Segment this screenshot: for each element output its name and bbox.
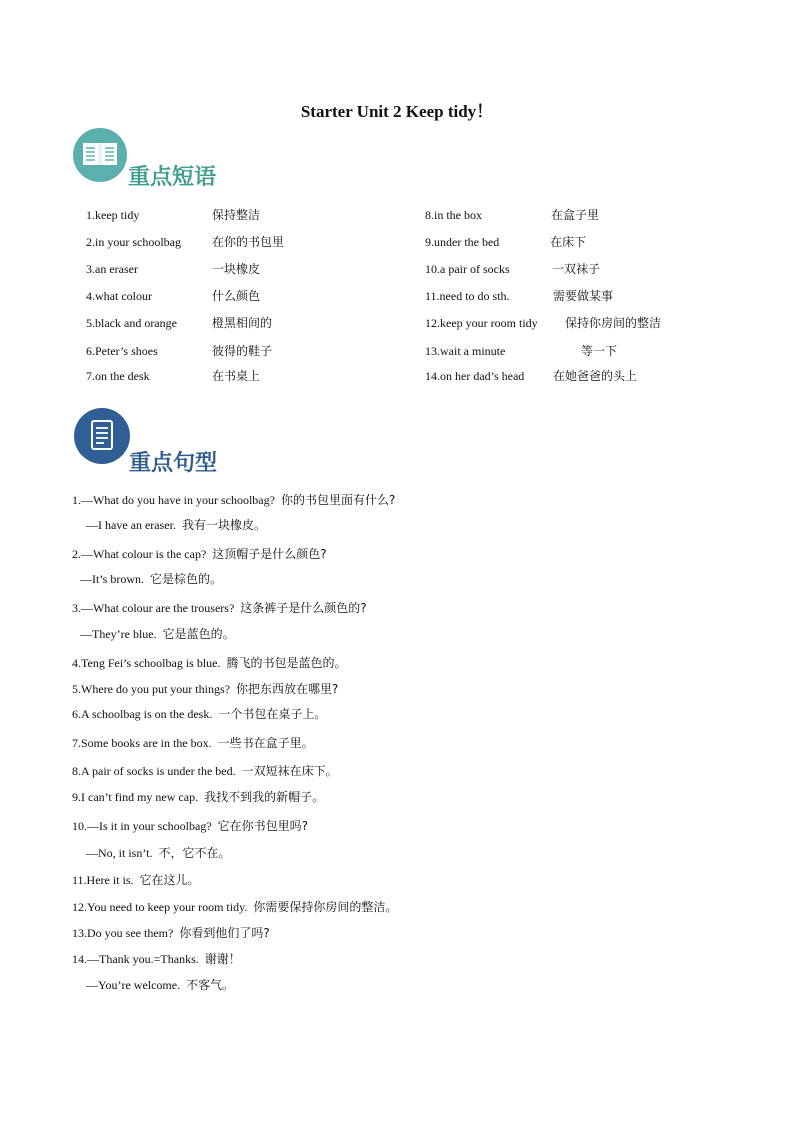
sentence-chinese: 它是棕色的。 — [150, 572, 223, 586]
phrase-item — [425, 235, 685, 251]
phrase-english: 7.on the desk — [86, 369, 150, 383]
phrase-english: 3.an eraser — [86, 262, 138, 276]
phrase-english: 14.on her dad’s head — [425, 369, 525, 383]
sentence-item — [72, 790, 324, 804]
sentence-item — [72, 926, 270, 940]
sentence-english: —You’re welcome. — [86, 978, 181, 992]
phrase-item — [86, 289, 346, 305]
phrase-item — [425, 262, 685, 278]
phrase-english: 13.wait a minute — [425, 344, 506, 358]
phrase-english: 5.black and orange — [86, 316, 177, 330]
phrase-item — [86, 316, 346, 332]
phrase-english: 12.keep your room tidy — [425, 316, 538, 330]
sentence-english: 2.—What colour is the cap? — [72, 547, 207, 561]
sentence-chinese: 你需要保持你房间的整洁。 — [253, 900, 398, 914]
sentence-chinese: 不，它不在。 — [158, 846, 231, 860]
sentence-chinese: 一些书在盒子里。 — [217, 736, 314, 750]
sentence-chinese: 一个书包在桌子上。 — [218, 707, 327, 721]
sentence-item — [72, 547, 327, 561]
phrases-section-header — [73, 128, 273, 188]
phrase-chinese: 需要做某事 — [553, 289, 614, 303]
page-title: Starter Unit 2 Keep tidy！ — [300, 102, 494, 121]
sentence-english: 10.—Is it in your schoolbag? — [72, 819, 212, 833]
sentence-item — [72, 707, 326, 721]
phrase-english: 10.a pair of socks — [425, 262, 510, 276]
phrase-chinese: 什么颜色 — [212, 289, 261, 303]
phrase-item — [86, 262, 346, 278]
sentence-chinese: 腾飞的书包是蓝色的。 — [226, 656, 347, 670]
sentence-item — [80, 572, 222, 586]
phrase-english: 4.what colour — [86, 289, 152, 303]
sentence-english: —It’s brown. — [80, 572, 144, 586]
phrase-chinese: 彼得的鞋子 — [212, 344, 273, 358]
sentence-item — [72, 764, 338, 778]
sentences-badge — [74, 408, 130, 464]
sentence-item — [72, 736, 314, 750]
phrase-english: 11.need to do sth. — [425, 289, 510, 303]
phrases-badge — [73, 128, 127, 182]
sentence-chinese: 它是蓝色的。 — [162, 627, 235, 641]
sentence-english: 11.Here it is. — [72, 873, 134, 887]
sentences-section-title: 重点句型 — [129, 451, 218, 476]
sentence-english: —No, it isn’t. — [86, 846, 153, 860]
phrase-chinese: 在盒子里 — [551, 208, 600, 222]
sentence-english: 7.Some books are in the box. — [72, 736, 212, 750]
sentence-item — [86, 846, 230, 860]
sentence-english: 1.—What do you have in your schoolbag? — [72, 493, 275, 507]
sentence-chinese: 这条裤子是什么颜色的? — [240, 601, 367, 615]
sentence-english: 3.—What colour are the trousers? — [72, 601, 235, 615]
document-icon — [74, 408, 130, 464]
sentence-item — [72, 952, 241, 966]
phrase-english: 9.under the bed — [425, 235, 500, 249]
phrase-chinese: 保持整洁 — [212, 208, 261, 222]
sentence-english: 5.Where do you put your things? — [72, 682, 230, 696]
sentence-item — [72, 819, 308, 833]
phrase-item — [86, 369, 346, 385]
phrase-item — [425, 344, 685, 360]
phrase-item — [86, 235, 346, 251]
phrase-english: 1.keep tidy — [86, 208, 140, 222]
sentence-item — [72, 682, 338, 696]
phrase-chinese: 一块橡皮 — [212, 262, 261, 276]
sentence-chinese: 你看到他们了吗? — [179, 926, 270, 940]
sentence-chinese: 我找不到我的新帽子。 — [204, 790, 325, 804]
phrase-item — [425, 289, 685, 305]
phrase-english: 6.Peter’s shoes — [86, 344, 158, 358]
phrase-english: 8.in the box — [425, 208, 482, 222]
sentence-item — [72, 900, 397, 914]
phrase-chinese: 等一下 — [581, 344, 618, 358]
phrase-item — [86, 344, 346, 360]
sentence-chinese: 它在你书包里吗? — [217, 819, 309, 833]
sentence-english: 6.A schoolbag is on the desk. — [72, 707, 213, 721]
sentence-item — [72, 493, 395, 507]
phrase-chinese: 在床下 — [550, 235, 587, 249]
sentence-item — [80, 627, 235, 641]
phrase-chinese: 在你的书包里 — [212, 235, 285, 249]
phrase-item — [425, 369, 685, 385]
sentence-chinese: 你把东西放在哪里? — [235, 682, 339, 696]
phrase-chinese: 保持你房间的整洁 — [565, 316, 662, 330]
sentence-english: 12.You need to keep your room tidy. — [72, 900, 248, 914]
sentence-chinese: 这顶帽子是什么颜色? — [212, 547, 327, 561]
sentence-english: 9.I can’t find my new cap. — [72, 790, 199, 804]
sentence-english: —They’re blue. — [80, 627, 157, 641]
sentence-chinese: 一双短袜在床下。 — [241, 764, 338, 778]
sentence-item — [72, 656, 347, 670]
phrase-item — [425, 208, 685, 224]
sentence-item — [86, 978, 234, 992]
sentence-english: 14.—Thank you.=Thanks. — [72, 952, 199, 966]
sentence-chinese: 你的书包里面有什么? — [280, 493, 396, 507]
sentence-chinese: 不客气。 — [186, 978, 235, 992]
sentence-item — [72, 601, 367, 615]
phrase-english: 2.in your schoolbag — [86, 235, 181, 249]
open-book-icon — [73, 128, 127, 182]
sentences-section-header — [74, 408, 274, 476]
sentence-item — [72, 873, 200, 887]
sentence-chinese: 我有一块橡皮。 — [181, 518, 266, 532]
phrase-chinese: 一双袜子 — [552, 262, 601, 276]
sentence-chinese: 它在这儿。 — [139, 873, 200, 887]
sentence-chinese: 谢谢！ — [204, 952, 241, 966]
sentence-english: 13.Do you see them? — [72, 926, 174, 940]
sentence-english: 4.Teng Fei’s schoolbag is blue. — [72, 656, 221, 670]
sentence-item — [86, 518, 266, 532]
phrase-item — [425, 316, 685, 332]
sentence-english: —I have an eraser. — [86, 518, 176, 532]
phrases-section-title: 重点短语 — [128, 165, 217, 190]
phrase-chinese: 在她爸爸的头上 — [553, 369, 638, 383]
phrase-chinese: 橙黑相间的 — [212, 316, 273, 330]
phrase-item — [86, 208, 346, 224]
sentence-english: 8.A pair of socks is under the bed. — [72, 764, 236, 778]
phrase-chinese: 在书桌上 — [212, 369, 261, 383]
